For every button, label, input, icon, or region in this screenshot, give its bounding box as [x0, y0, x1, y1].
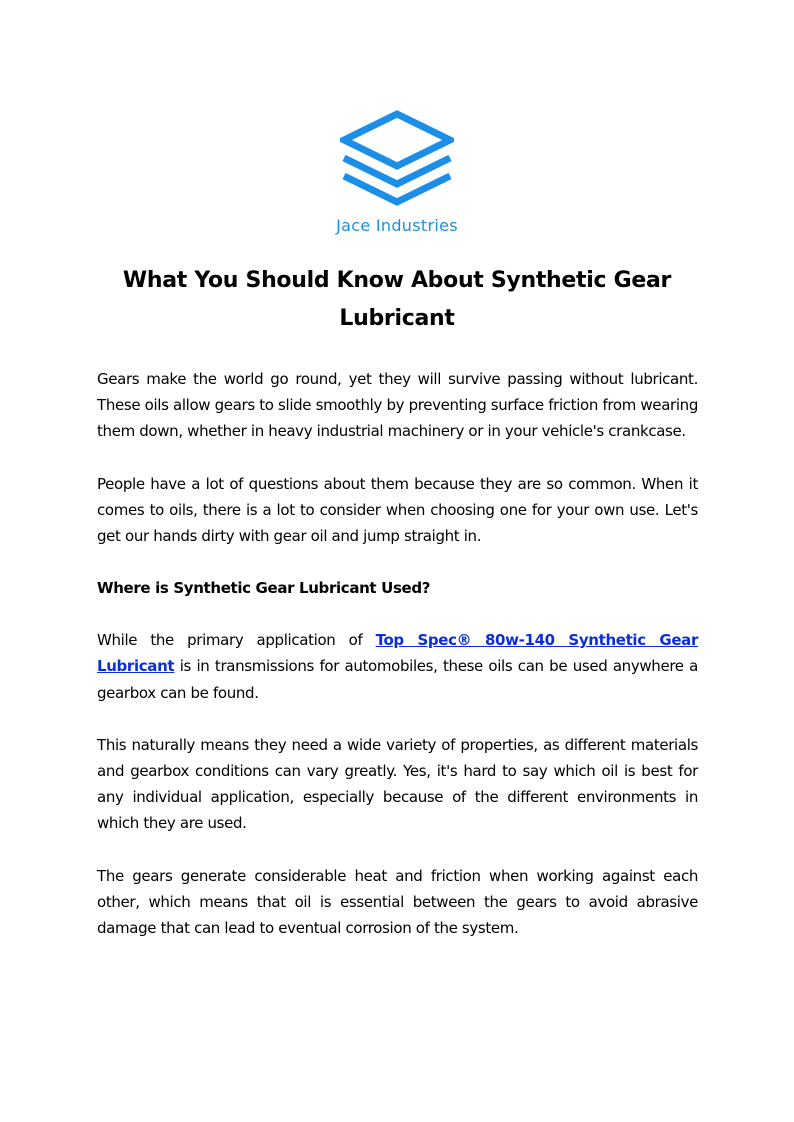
product-link[interactable]: Top Spec® 80w-140 Synthetic Gear Lubricant — [97, 631, 698, 676]
paragraph: This naturally means they need a wide variety of properties, as different materials and gearbox conditions can vary greatly. Yes, it's hard to say which oil is best for any individual application, especially because of the different environments in which they are used. — [97, 735, 698, 833]
page-title: What You Should Know About Synthetic Gear Lubricant — [122, 268, 672, 331]
layers-icon — [340, 110, 454, 210]
paragraph-text: is in transmissions for automobiles, these oils can be used anywhere a gearbox can be found. — [97, 657, 698, 702]
paragraph-text: While the primary application of — [97, 631, 376, 650]
section-heading: Where is Synthetic Gear Lubricant Used? — [97, 579, 431, 598]
article-body — [97, 366, 698, 967]
paragraph: People have a lot of questions about them because they are so common. When it comes to oils, there is a lot to consider when choosing one for your own use. Let's get our hands dirty with gear oil and jump straight in. — [97, 474, 698, 546]
paragraph — [97, 627, 698, 706]
paragraph: Gears make the world go round, yet they will survive passing without lubricant. These oils allow gears to slide smoothly by preventing surface friction from wearing them down, whether in heavy industrial machinery or in your vehicle's crankcase. — [97, 370, 698, 441]
brand-name: Jace Industries — [336, 216, 458, 235]
paragraph: The gears generate considerable heat and friction when working against each other, which means that oil is essential between the gears to avoid abrasive damage that can lead to eventual corrosion of the system. — [97, 866, 698, 938]
logo — [0, 0, 794, 250]
